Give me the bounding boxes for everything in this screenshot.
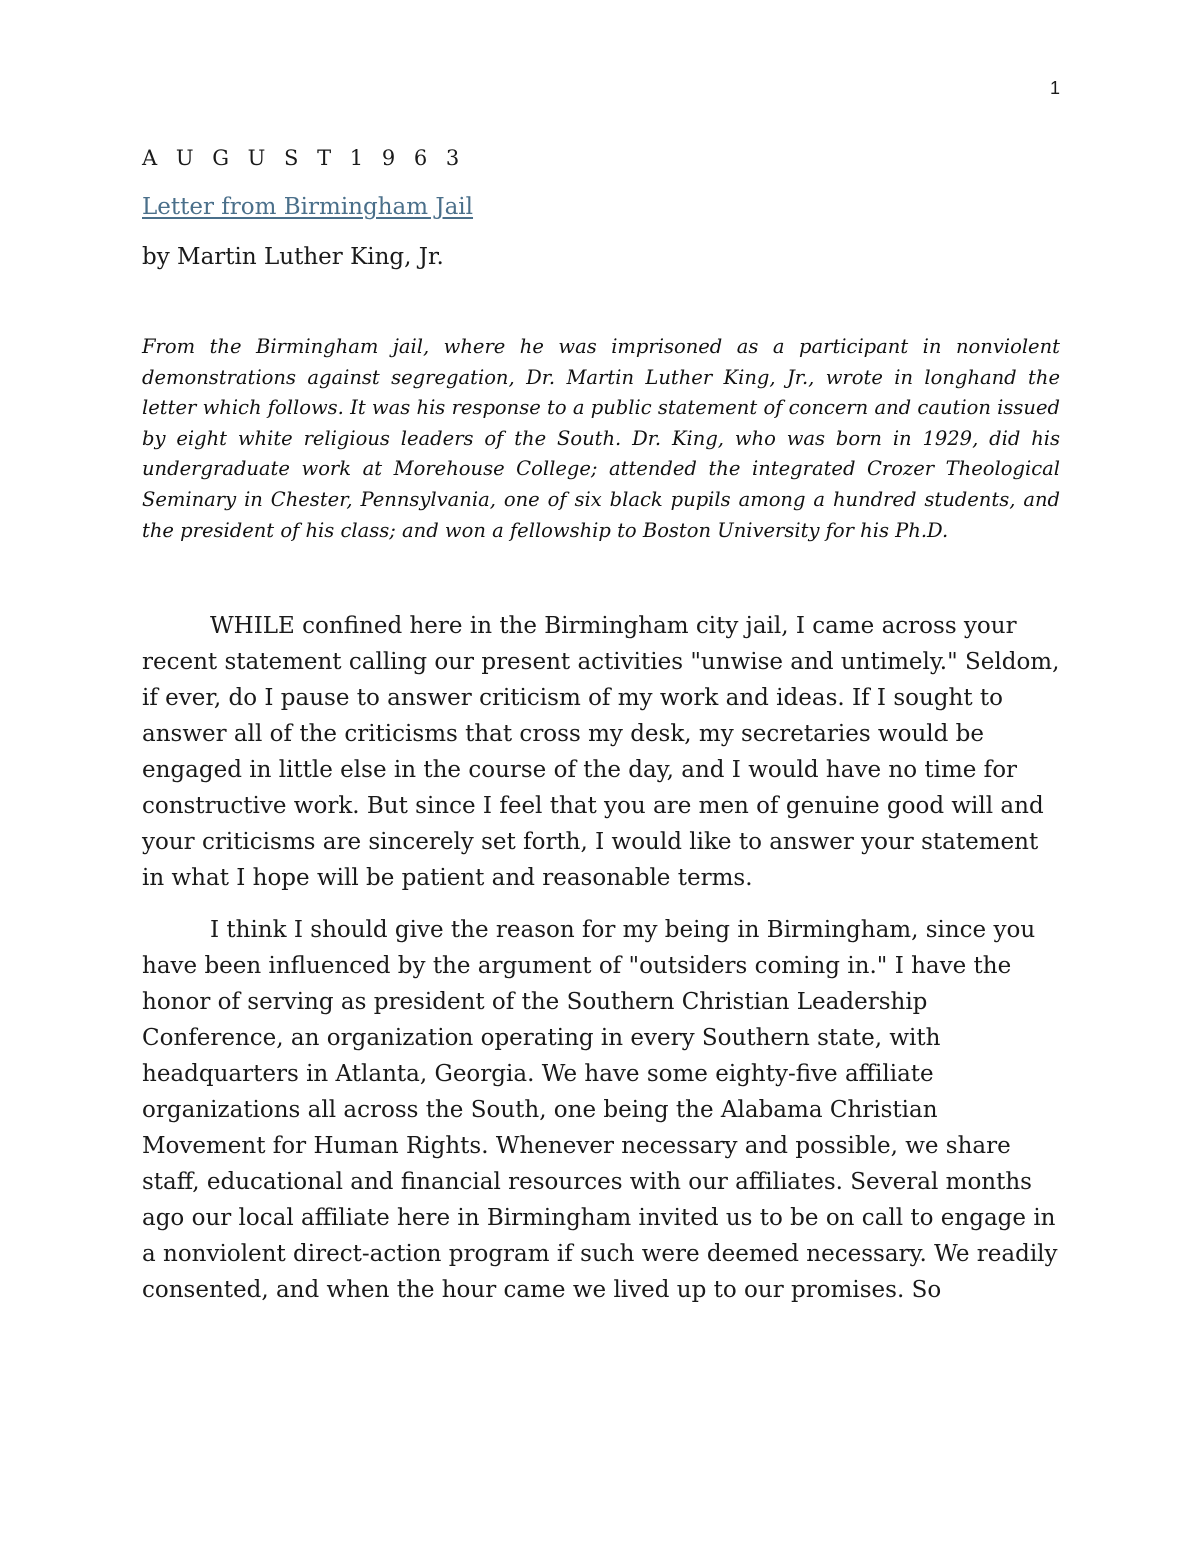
body-paragraph: I think I should give the reason for my being in Birmingham, since you have been influenced by the argument of "outsiders coming in." I have the honor of serving as president of the Southern Christian Leadership Conference, an organization operating in every Southern state, with headquarters in Atlanta, Georgia. We have some eighty-five affiliate organizations all across the South, one being the Alabama Christian Movement for Human Rights. Whenever necessary and possible, we share staff, educational and financial resources with our affiliates. Several months ago our local affiliate here in Birmingham invited us to be on call to engage in a nonviolent direct-action program if such were deemed necessary. We readily consented, and when the hour came we lived up to our promises. So bbox=[142, 917, 1058, 1304]
body-paragraph: WHILE confined here in the Birmingham city jail, I came across your recent statement calling our present activities "unwise and untimely." Seldom, if ever, do I pause to answer criticism of my work and ideas. If I sought to answer all of the criticisms that cross my desk, my secretaries would be engaged in little else in the course of the day, and I would have no time for constructive work. But since I feel that you are men of genuine good will and your criticisms are sincerely set forth, I would like to answer your statement in what I hope will be patient and reasonable terms. bbox=[142, 613, 1060, 892]
byline: by Martin Luther King, Jr. bbox=[142, 244, 444, 270]
document-content bbox=[142, 144, 1060, 1324]
page-number: 1 bbox=[1049, 78, 1060, 98]
date-line: A U G U S T 1 9 6 3 bbox=[142, 146, 466, 170]
title-link[interactable]: Letter from Birmingham Jail bbox=[142, 194, 474, 220]
intro-paragraph: From the Birmingham jail, where he was imprisoned as a participant in nonviolent demonstrations against segregation, Dr. Martin Luther King, Jr., wrote in longhand the letter which follows. It was his response to a public statement of concern and caution issued by eight white religious leaders of the South. Dr. King, who was born in 1929, did his undergraduate work at Morehouse College; attended the integrated Crozer Theological Seminary in Chester, Pennsylvania, one of six black pupils among a hundred students, and the president of his class; and won a fellowship to Boston University for his Ph.D. bbox=[142, 335, 1060, 542]
